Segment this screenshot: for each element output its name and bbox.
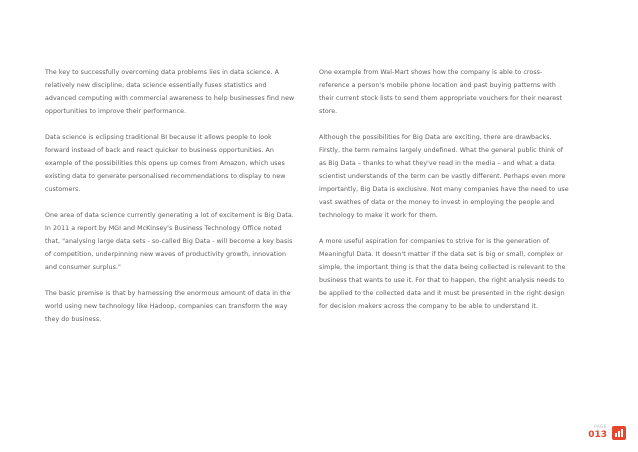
page-label: PAGE [594, 424, 607, 429]
paragraph: Although the possibilities for Big Data are exciting, there are drawbacks. Firstly, the term remains largely undefined. What the general public think of as Big Data – thanks to what they've read in the media – and what a data scientist understands of the term can be vastly different. Perhaps even more importantly, Big Data is exclusive. Not many companies have the need to use vast swathes of data or the money to invest in employing the people and technology to make it work for them. [319, 134, 569, 219]
page-number: 013 [588, 430, 607, 440]
paragraph: Data science is eclipsing traditional BI because it allows people to look forward instead of back and react quicker to business opportunities. An example of the possibilities this opens up comes from Amazon, which uses existing data to generate personalised recommendations to display to new customers. [45, 134, 286, 193]
page-indicator [588, 425, 607, 440]
right-column [319, 66, 569, 326]
paragraph: The key to successfully overcoming data problems lies in data science. A relatively new discipline, data science essentially fuses statistics and advanced computing with commercial awareness to help businesses find new opportunities to improve their performance. [45, 69, 295, 115]
bar-chart-icon [612, 426, 626, 440]
paragraph: One example from Wal-Mart shows how the company is able to cross-reference a person's mobile phone location and past buying patterns with their current stock lists to send them appropriate vouchers for their nearest store. [319, 69, 563, 115]
page-footer [588, 425, 626, 440]
left-column [45, 66, 295, 339]
paragraph: The basic premise is that by harnessing the enormous amount of data in the world using new technology like Hadoop, companies can transform the way they do business. [45, 290, 291, 323]
paragraph: A more useful aspiration for companies to strive for is the generation of Meaningful Data. It doesn't matter if the data set is big or small, complex or simple, the important thing is that the data being collected is relevant to the business that wants to use it. For that to happen, the right analysis needs to be applied to the collected data and it must be presented in the right design for decision makers across the company to be able to understand it. [319, 238, 566, 310]
paragraph: One area of data science currently generating a lot of excitement is Big Data. In 2011 a report by MGI and McKinsey's Business Technology Office noted that, "analysing large data sets - so-called Big Data - will become a key basis of competition, underpinning new waves of productivity growth, innovation and consumer surplus." [45, 212, 294, 271]
